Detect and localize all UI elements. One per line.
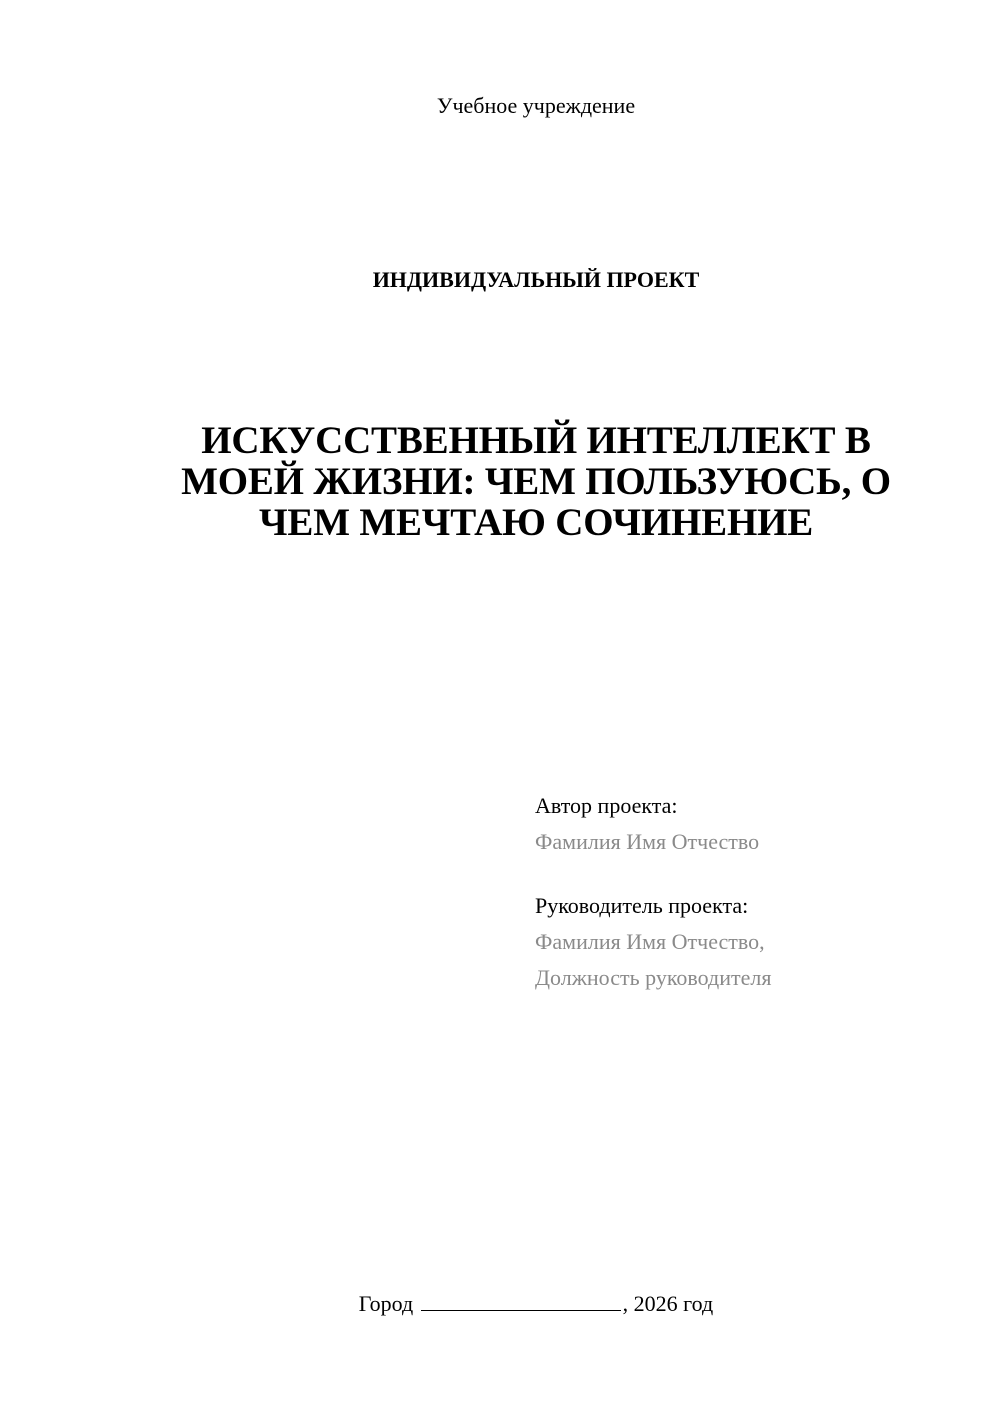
supervisor-position: Должность руководителя [535,965,772,990]
title-line-1: ИСКУССТВЕННЫЙ ИНТЕЛЛЕКТ В [201,419,871,462]
city-year-line [0,1290,1000,1318]
city-blank-line [421,1292,621,1311]
city-label: Город [358,1291,414,1316]
title-line-3: ЧЕМ МЕЧТАЮ СОЧИНЕНИЕ [258,501,814,544]
document-type: ИНДИВИДУАЛЬНЫЙ ПРОЕКТ [372,267,700,292]
credits-block [535,788,955,996]
author-name: Фамилия Имя Отчество [535,829,760,854]
author-label: Автор проекта: [535,793,678,818]
document-title [180,420,892,543]
title-line-2: МОЕЙ ЖИЗНИ: ЧЕМ ПОЛЬЗУЮСЬ, О [181,460,891,503]
supervisor-label: Руководитель проекта: [535,893,749,918]
year-text: , 2026 год [622,1291,714,1316]
institution-name: Учебное учреждение [436,93,636,118]
supervisor-name: Фамилия Имя Отчество, [535,929,765,954]
